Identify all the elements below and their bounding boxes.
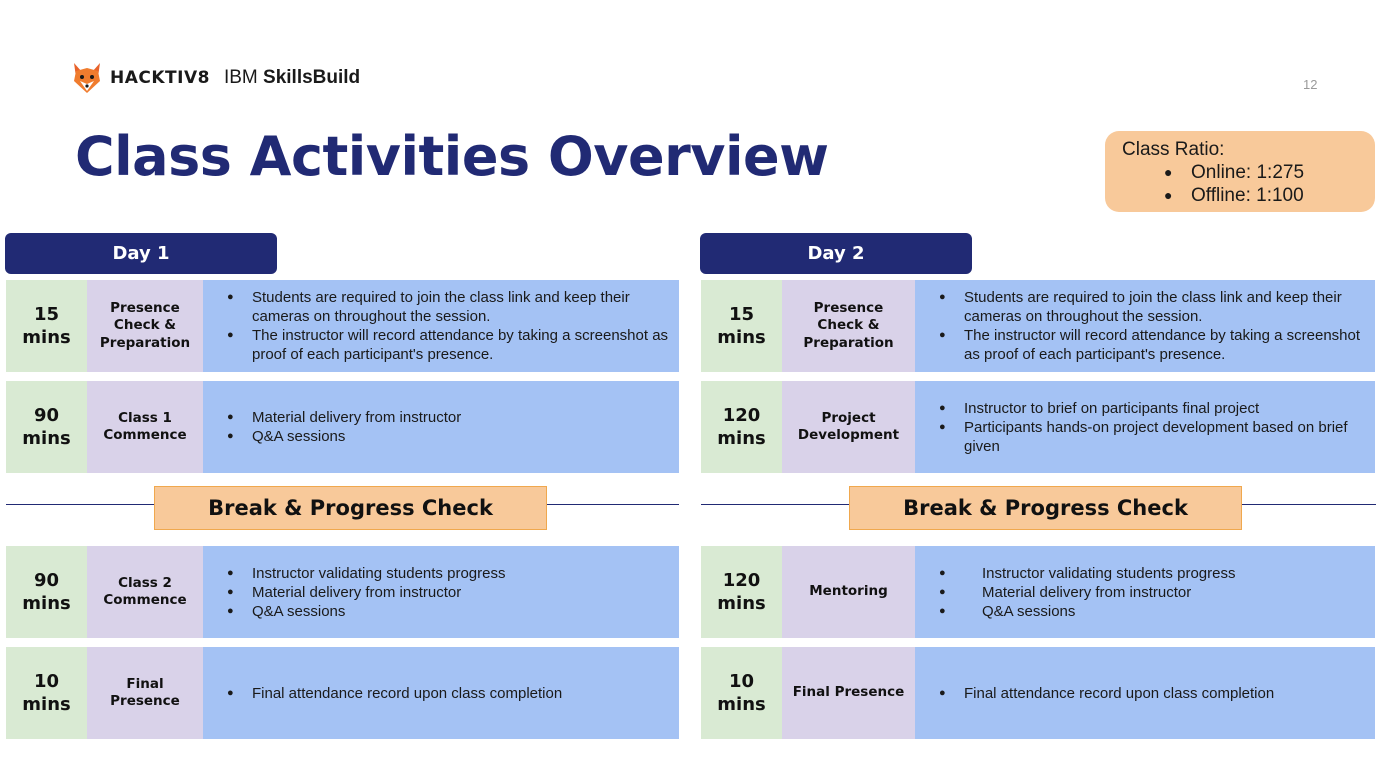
row-activity: Mentoring — [782, 546, 915, 638]
detail-item: ● Final attendance record upon class completion — [964, 684, 1274, 703]
ratio-online: ● Online: 1:275 — [1191, 161, 1375, 184]
class-ratio-list — [1122, 161, 1375, 207]
detail-item: ● Students are required to join the class link and keep their cameras on throughout the session. — [252, 288, 671, 326]
detail-item: ● The instructor will record attendance by taking a screenshot as proof of each participant's presence. — [252, 326, 671, 364]
detail-item: ● Students are required to join the class link and keep their cameras on throughout the session. — [964, 288, 1365, 326]
fox-mascot-icon — [72, 61, 102, 95]
day1-break-banner: Break & Progress Check — [154, 486, 547, 530]
row-activity: Project Development — [782, 381, 915, 473]
row-activity: Presence Check & Preparation — [87, 280, 203, 372]
row-duration: 10 mins — [6, 647, 87, 739]
detail-item: ● Q&A sessions — [252, 602, 505, 621]
row-activity: Presence Check & Preparation — [782, 280, 915, 372]
class-ratio-box — [1105, 131, 1375, 212]
day2-break-banner: Break & Progress Check — [849, 486, 1242, 530]
day2-row-3 — [701, 546, 1375, 638]
row-details — [203, 546, 679, 638]
page-title: Class Activities Overview — [75, 125, 829, 188]
row-duration: 15 mins — [701, 280, 782, 372]
row-duration: 15 mins — [6, 280, 87, 372]
detail-item: ● Final attendance record upon class completion — [252, 684, 562, 703]
day2-row-4 — [701, 647, 1375, 739]
row-activity: Class 1 Commence — [87, 381, 203, 473]
day2-row-2 — [701, 381, 1375, 473]
row-details — [203, 647, 679, 739]
detail-item: ● Instructor validating students progress — [252, 564, 505, 583]
row-details — [915, 546, 1375, 638]
row-duration: 90 mins — [6, 546, 87, 638]
detail-item: ● Material delivery from instructor — [252, 583, 505, 602]
detail-item: ● Participants hands-on project development based on brief given — [964, 418, 1365, 456]
day2-row-1 — [701, 280, 1375, 372]
row-duration: 120 mins — [701, 381, 782, 473]
row-details — [203, 381, 679, 473]
row-activity: Final Presence — [87, 647, 203, 739]
day1-row-2 — [6, 381, 679, 473]
day1-row-1 — [6, 280, 679, 372]
detail-item: ● Material delivery from instructor — [252, 408, 461, 427]
row-activity: Final Presence — [782, 647, 915, 739]
row-activity: Class 2 Commence — [87, 546, 203, 638]
row-duration: 10 mins — [701, 647, 782, 739]
ratio-offline: ● Offline: 1:100 — [1191, 184, 1375, 207]
detail-item: ● Q&A sessions — [252, 427, 461, 446]
detail-item: ● Q&A sessions — [982, 602, 1235, 621]
row-details — [915, 647, 1375, 739]
detail-item: ● Instructor validating students progress — [982, 564, 1235, 583]
detail-item: ● Material delivery from instructor — [982, 583, 1235, 602]
detail-item: ● The instructor will record attendance by taking a screenshot as proof of each participant's presence. — [964, 326, 1365, 364]
row-duration: 90 mins — [6, 381, 87, 473]
hacktiv8-wordmark: HACKTIV8 — [110, 68, 210, 88]
day2-header: Day 2 — [700, 233, 972, 274]
ibm-skillsbuild-wordmark: IBM SkillsBuild — [223, 67, 361, 88]
detail-item: ● Instructor to brief on participants final project — [964, 399, 1365, 418]
day1-row-3 — [6, 546, 679, 638]
day1-header: Day 1 — [5, 233, 277, 274]
class-ratio-label: Class Ratio: — [1122, 139, 1225, 160]
day1-row-4 — [6, 647, 679, 739]
page-number: 12 — [1303, 77, 1318, 92]
row-details — [915, 381, 1375, 473]
row-details — [203, 280, 679, 372]
row-duration: 120 mins — [701, 546, 782, 638]
row-details — [915, 280, 1375, 372]
hacktiv8-ibm-logo — [72, 60, 360, 96]
